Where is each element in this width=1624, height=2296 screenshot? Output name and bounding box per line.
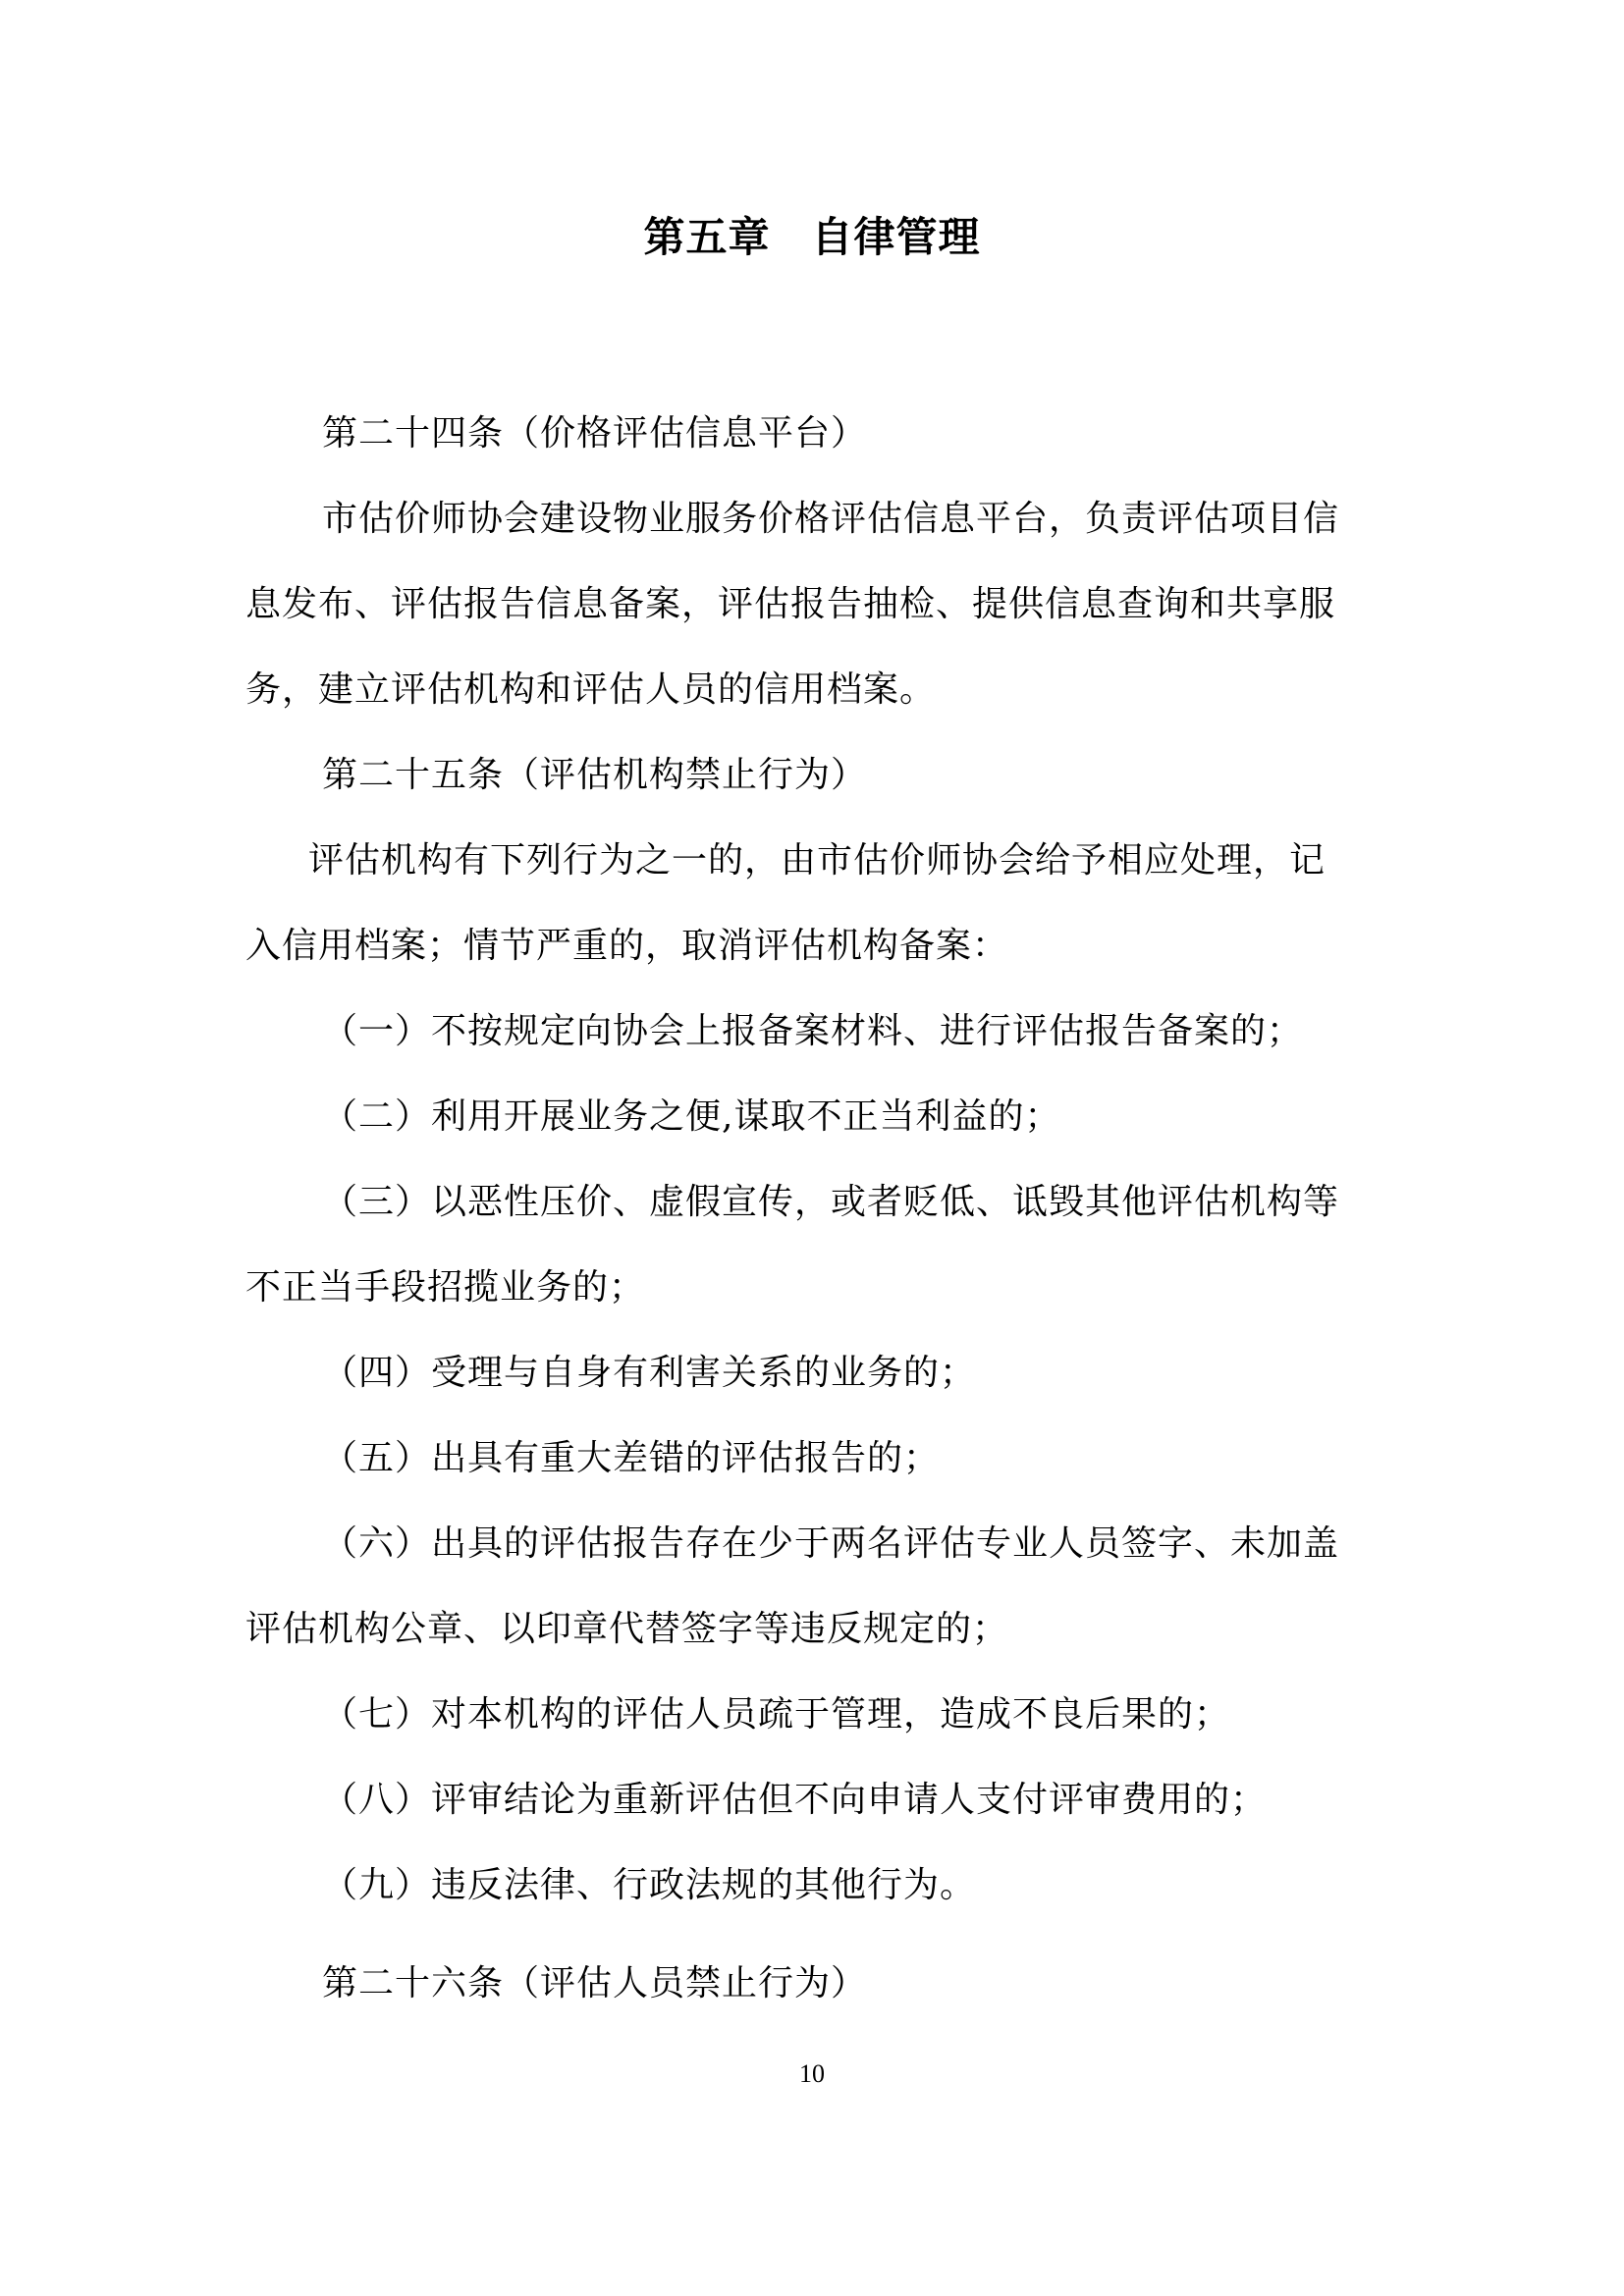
page-number: 10 (799, 2059, 825, 2088)
article-25-item-3-line-2: 不正当手段招揽业务的； (245, 1267, 646, 1308)
chapter-title (0, 208, 1624, 267)
article-25-item-6-line-1: （六）出具的评估报告存在少于两名评估专业人员签字、未加盖 (322, 1523, 1340, 1564)
article-25-intro-line-2: 入信用档案；情节严重的，取消评估机构备案： (245, 926, 1009, 966)
chapter-name: 自律管理 (811, 213, 981, 261)
article-25-item-7: （七）对本机构的评估人员疏于管理，造成不良后果的； (322, 1694, 1231, 1735)
article-24-body-line-2: 息发布、评估报告信息备案，评估报告抽检、提供信息查询和共享服 (245, 584, 1336, 624)
article-25-item-5: （五）出具有重大差错的评估报告的； (322, 1438, 941, 1478)
article-26-heading: 第二十六条（评估人员禁止行为） (322, 1963, 868, 2003)
article-25-item-6-line-2: 评估机构公章、以印章代替签字等违反规定的； (245, 1609, 1009, 1649)
article-25-item-8: （八）评审结论为重新评估但不向申请人支付评审费用的； (322, 1780, 1268, 1820)
article-24-body-line-3: 务，建立评估机构和评估人员的信用档案。 (245, 669, 937, 710)
article-24-heading: 第二十四条（价格评估信息平台） (322, 413, 868, 454)
chapter-number: 第五章 (643, 213, 771, 261)
article-25-item-9: （九）违反法律、行政法规的其他行为。 (322, 1865, 977, 1905)
article-25-item-2: （二）利用开展业务之便,谋取不正当利益的； (322, 1096, 1061, 1137)
article-25-item-3-line-1: （三）以恶性压价、虚假宣传，或者贬低、诋毁其他评估机构等 (322, 1182, 1340, 1222)
article-25-intro-line-1: 评估机构有下列行为之一的，由市估价师协会给予相应处理，记 (308, 840, 1326, 881)
article-25-item-1: （一）不按规定向协会上报备案材料、进行评估报告备案的； (322, 1011, 1304, 1051)
article-25-heading: 第二十五条（评估机构禁止行为） (322, 755, 868, 795)
article-25-item-4: （四）受理与自身有利害关系的业务的； (322, 1353, 977, 1393)
article-24-body-line-1: 市估价师协会建设物业服务价格评估信息平台，负责评估项目信 (322, 499, 1340, 539)
